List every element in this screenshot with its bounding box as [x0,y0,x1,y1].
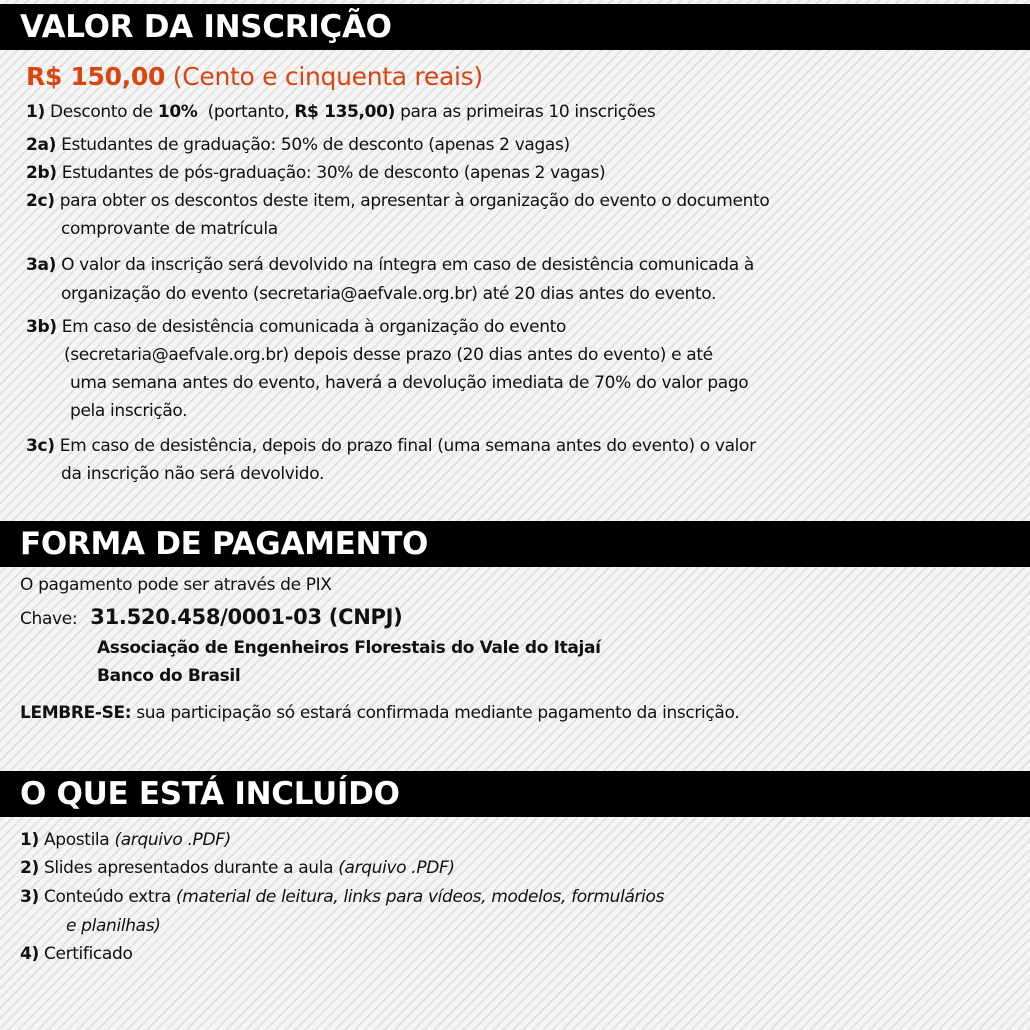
item-3a: 3a) O valor da inscrição será devolvido na íntegra em caso de desistência comunicada à [26,255,754,275]
item-2c-cont: comprovante de matrícula [61,219,278,239]
price-words: (Cento e cinquenta reais) [172,62,483,91]
item-2c: 2c) para obter os descontos deste item, apresentar à organização do evento o documento [26,191,770,211]
item-3b-cont-1: (secretaria@aefvale.org.br) depois desse prazo (20 dias antes do evento) e até [64,345,713,365]
pix-key-value: 31.520.458/0001-03 (CNPJ) [90,605,403,629]
included-item-2: 2) Slides apresentados durante a aula (arquivo .PDF) [20,858,455,878]
item-1-discount: 1) Desconto de 10% (portanto, R$ 135,00) para as primeiras 10 inscrições [26,102,656,122]
pix-key-row [20,606,402,630]
included-item-4: 4) Certificado [20,944,133,964]
included-item-3-cont: e planilhas) [66,916,161,936]
item-3a-cont: organização do evento (secretaria@aefvale.org.br) até 20 dias antes do evento. [61,284,717,304]
pix-key-label: Chave: [20,609,78,629]
organization-name: Associação de Engenheiros Florestais do Vale do Itajaí [97,638,601,658]
price [26,62,483,92]
remember-label: LEMBRE-SE: [20,703,132,723]
price-amount: R$ 150,00 [26,62,166,91]
remember-note: LEMBRE-SE: sua participação só estará confirmada mediante pagamento da inscrição. [20,703,740,723]
included-item-1: 1) Apostila (arquivo .PDF) [20,830,231,850]
item-3c: 3c) Em caso de desistência, depois do prazo final (uma semana antes do evento) o valor [26,436,756,456]
item-3b: 3b) Em caso de desistência comunicada à organização do evento [26,317,566,337]
payment-intro: O pagamento pode ser através de PIX [20,575,332,595]
item-2b: 2b) Estudantes de pós-graduação: 30% de desconto (apenas 2 vagas) [26,163,606,183]
bank-name: Banco do Brasil [97,666,241,686]
section-title-valor: VALOR DA INSCRIÇÃO [0,4,1030,50]
item-2a: 2a) Estudantes de graduação: 50% de desconto (apenas 2 vagas) [26,135,570,155]
item-3b-cont-2: uma semana antes do evento, haverá a devolução imediata de 70% do valor pago [70,373,749,393]
item-3c-cont: da inscrição não será devolvido. [61,464,325,484]
item-3b-cont-3: pela inscrição. [70,401,188,421]
section-title-incluido: O QUE ESTÁ INCLUÍDO [0,771,1030,817]
included-item-3: 3) Conteúdo extra (material de leitura, links para vídeos, modelos, formulários [20,887,665,907]
section-title-pagamento: FORMA DE PAGAMENTO [0,521,1030,567]
